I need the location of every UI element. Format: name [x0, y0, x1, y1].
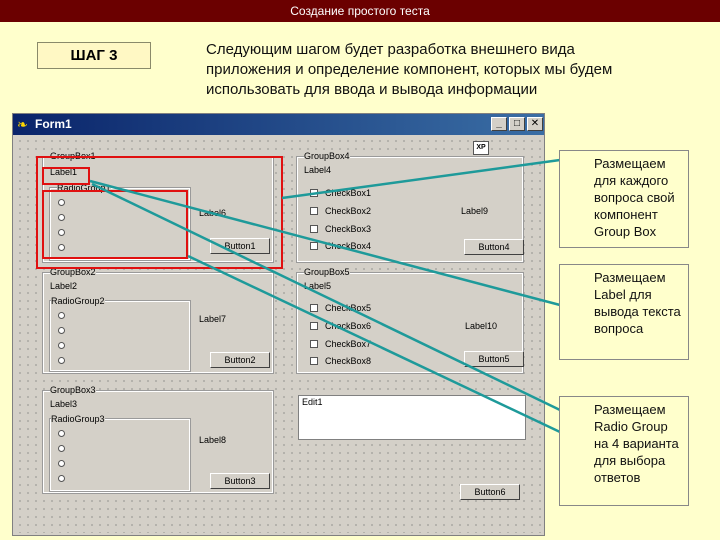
radio-option[interactable] — [58, 445, 65, 452]
step-badge: ШАГ 3 — [37, 42, 151, 69]
checkbox-box[interactable] — [310, 357, 318, 365]
groupbox-2-caption: GroupBox2 — [50, 267, 96, 277]
checkbox-4[interactable]: CheckBox4 — [325, 241, 372, 251]
checkbox-5[interactable]: CheckBox5 — [325, 303, 372, 313]
button-2[interactable]: Button2 — [210, 352, 270, 368]
label-3[interactable]: Label3 — [50, 399, 78, 409]
checkbox-2[interactable]: CheckBox2 — [325, 206, 372, 216]
button-4[interactable]: Button4 — [464, 239, 524, 255]
xp-manifest-icon[interactable]: XP — [473, 141, 489, 155]
groupbox-5-caption: GroupBox5 — [304, 267, 350, 277]
radiogroup-2[interactable] — [50, 296, 190, 371]
radio-option[interactable] — [58, 327, 65, 334]
slide-title: Создание простого теста — [290, 4, 430, 18]
checkbox-box[interactable] — [310, 242, 318, 250]
radio-option[interactable] — [58, 312, 65, 319]
label-6[interactable]: Label6 — [199, 208, 227, 218]
groupbox-4-caption: GroupBox4 — [304, 151, 350, 161]
groupbox-5[interactable] — [297, 267, 523, 373]
radiogroup-1-caption: RadioGroup1 — [57, 183, 111, 193]
intro-text: Следующим шагом будет разработка внешнего вида приложения и определение компонент, которых мы будем использовать для ввода и вывода информации — [206, 41, 613, 98]
button-5[interactable]: Button5 — [464, 351, 524, 367]
checkbox-box[interactable] — [310, 340, 318, 348]
maximize-button[interactable]: □ — [509, 117, 525, 131]
radiogroup-3-caption: RadioGroup3 — [51, 414, 105, 424]
checkbox-box[interactable] — [310, 322, 318, 330]
minimize-button[interactable]: _ — [491, 117, 507, 131]
label-9[interactable]: Label9 — [461, 206, 489, 216]
radiogroup-3[interactable] — [50, 414, 190, 491]
callout-groupbox: Размещаем для каждого вопроса свой компонент Group Box — [559, 150, 689, 248]
radio-option[interactable] — [58, 342, 65, 349]
callout-label: Размещаем Label для вывода текста вопроса — [559, 264, 689, 360]
label-4[interactable]: Label4 — [304, 165, 332, 175]
groupbox-4[interactable] — [297, 151, 523, 262]
window-titlebar[interactable] — [13, 114, 544, 135]
label-7[interactable]: Label7 — [199, 314, 227, 324]
label-1[interactable]: Label1 — [50, 167, 78, 177]
label-5[interactable]: Label5 — [304, 281, 332, 291]
radiogroup-2-caption: RadioGroup2 — [51, 296, 105, 306]
checkbox-8[interactable]: CheckBox8 — [325, 356, 372, 366]
callout-radiogroup: Размещаем Radio Group на 4 варианта для выбора ответов — [559, 396, 689, 506]
label-2[interactable]: Label2 — [50, 281, 78, 291]
button-1[interactable]: Button1 — [210, 238, 270, 254]
radio-option[interactable] — [58, 357, 65, 364]
delphi-form-icon: ❧ — [17, 117, 28, 132]
label-8[interactable]: Label8 — [199, 435, 227, 445]
edit-1[interactable]: Edit1 — [298, 395, 526, 440]
radio-option[interactable] — [58, 430, 65, 437]
checkbox-box[interactable] — [310, 225, 318, 233]
checkbox-box[interactable] — [310, 207, 318, 215]
close-button[interactable]: ✕ — [527, 117, 543, 131]
checkbox-box[interactable] — [310, 189, 318, 197]
groupbox-2[interactable] — [43, 267, 273, 373]
radio-option[interactable] — [58, 475, 65, 482]
groupbox-3-caption: GroupBox3 — [50, 385, 96, 395]
checkbox-box[interactable] — [310, 304, 318, 312]
label-highlight — [42, 167, 90, 185]
groupbox-3[interactable] — [43, 385, 273, 493]
checkbox-7[interactable]: CheckBox7 — [325, 339, 372, 349]
checkbox-1[interactable]: CheckBox1 — [325, 188, 372, 198]
button-3[interactable]: Button3 — [210, 473, 270, 489]
radiogroup-highlight — [42, 190, 188, 259]
slide-title-bar — [0, 0, 720, 22]
label-10[interactable]: Label10 — [465, 321, 498, 331]
radio-option[interactable] — [58, 460, 65, 467]
checkbox-3[interactable]: CheckBox3 — [325, 224, 372, 234]
button-6[interactable]: Button6 — [460, 484, 520, 500]
checkbox-6[interactable]: CheckBox6 — [325, 321, 372, 331]
window-title: Form1 — [35, 117, 72, 131]
groupbox-1-caption: GroupBox1 — [50, 151, 96, 161]
